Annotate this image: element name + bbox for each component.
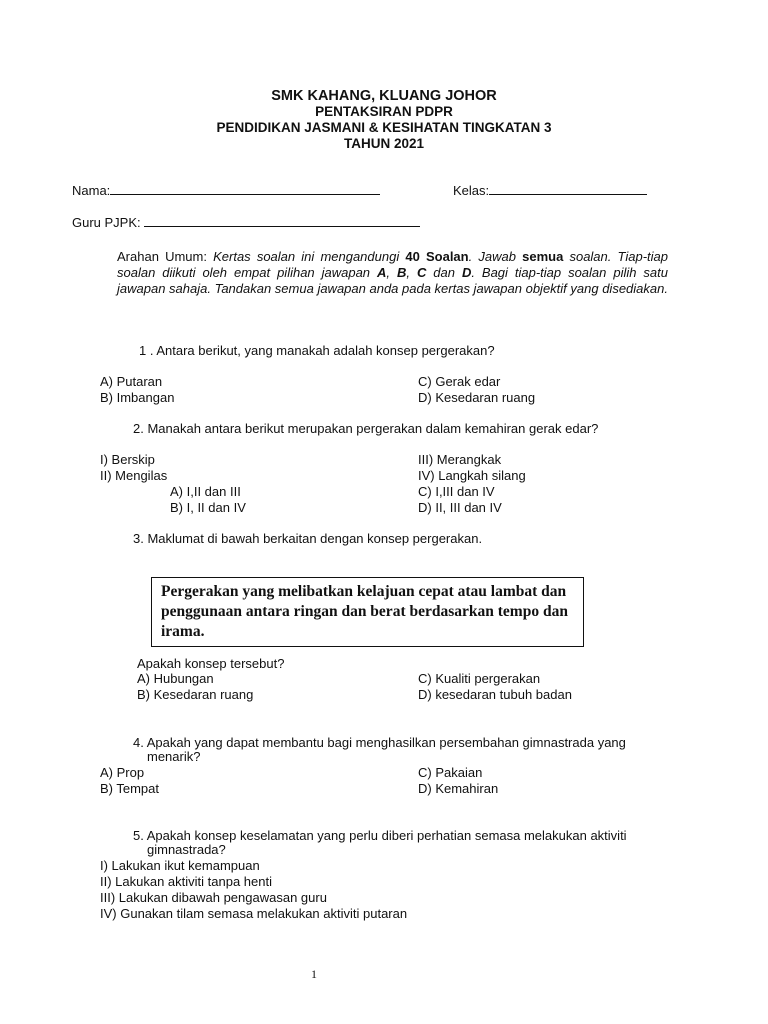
- q5-statement-ii: II) Lakukan aktiviti tanpa henti: [100, 874, 272, 889]
- q2-option-c[interactable]: C) I,III dan IV: [418, 484, 495, 499]
- q4-option-d[interactable]: D) Kemahiran: [418, 781, 499, 796]
- general-instructions: [117, 249, 668, 297]
- instructions-text: Kertas soalan ini mengandungi: [213, 249, 406, 264]
- assessment-title: PENTAKSIRAN PDPR: [315, 104, 453, 119]
- q2-statement-ii: II) Mengilas: [100, 468, 168, 483]
- teacher-blank-line[interactable]: [144, 214, 420, 227]
- q4-option-b[interactable]: B) Tempat: [100, 781, 160, 796]
- question-1: 1 . Antara berikut, yang manakah adalah konsep pergerakan?: [139, 343, 495, 358]
- q1-option-b[interactable]: B) Imbangan: [100, 390, 175, 405]
- q5-statement-iv: IV) Gunakan tilam semasa melakukan aktiviti putaran: [100, 906, 408, 921]
- year-title: TAHUN 2021: [343, 136, 425, 151]
- q3-option-b[interactable]: B) Kesedaran ruang: [137, 687, 254, 702]
- question-2: 2. Manakah antara berikut merupakan pergerakan dalam kemahiran gerak edar?: [133, 421, 599, 436]
- instructions-lead: Arahan Umum:: [117, 249, 214, 264]
- class-label: Kelas:: [453, 183, 490, 198]
- name-blank-line[interactable]: [110, 182, 380, 195]
- q3-option-a[interactable]: A) Hubungan: [137, 671, 214, 686]
- q4-option-a[interactable]: A) Prop: [100, 765, 145, 780]
- instructions-text: soalan. Tiap-tiap soalan diikuti oleh empat pilihan jawapan: [117, 249, 668, 280]
- q2-statement-i: I) Berskip: [100, 452, 155, 467]
- class-blank-line[interactable]: [489, 182, 647, 195]
- question-5-continued: gimnastrada?: [147, 842, 226, 857]
- instructions-bold: D: [461, 265, 472, 280]
- instructions-bold: 40 Soalan: [405, 249, 469, 264]
- instructions-bold: semua: [522, 249, 564, 264]
- q3-info-text: Pergerakan yang melibatkan kelajuan cepat atau lambat dan penggunaan antara ringan dan berat berdasarkan tempo dan irama.: [161, 583, 568, 640]
- instructions-bold: B: [396, 265, 407, 280]
- q3-prompt: Apakah konsep tersebut?: [137, 656, 285, 671]
- q2-option-a[interactable]: A) I,II dan III: [170, 484, 241, 499]
- question-4-continued: menarik?: [147, 749, 201, 764]
- q3-option-c[interactable]: C) Kualiti pergerakan: [418, 671, 541, 686]
- q1-option-c[interactable]: C) Gerak edar: [418, 374, 501, 389]
- name-field: [72, 182, 380, 199]
- q2-option-b[interactable]: B) I, II dan IV: [170, 500, 246, 515]
- page-number: 1: [311, 967, 317, 981]
- question-3: 3. Maklumat di bawah berkaitan dengan konsep pergerakan.: [133, 531, 483, 546]
- instructions-text: ,: [406, 265, 417, 280]
- q5-statement-i: I) Lakukan ikut kemampuan: [100, 858, 260, 873]
- instructions-text: dan: [426, 265, 462, 280]
- instructions-text: . Jawab: [468, 249, 523, 264]
- q2-statement-iv: IV) Langkah silang: [418, 468, 526, 483]
- instructions-bold: C: [416, 265, 427, 280]
- q1-option-a[interactable]: A) Putaran: [100, 374, 163, 389]
- teacher-field: [72, 214, 420, 231]
- instructions-bold: A: [377, 265, 387, 280]
- q3-info-box: [151, 577, 584, 647]
- question-5: 5. Apakah konsep keselamatan yang perlu diberi perhatian semasa melakukan aktiviti: [133, 828, 627, 843]
- q5-statement-iii: III) Lakukan dibawah pengawasan guru: [100, 890, 327, 905]
- instructions-text: . Bagi tiap-tiap soalan pilih satu jawapan sahaja. Tandakan semua jawapan anda pada kertas jawapan objektif yang disediakan.: [117, 265, 668, 296]
- q4-option-c[interactable]: C) Pakaian: [418, 765, 483, 780]
- q2-statement-iii: III) Merangkak: [418, 452, 502, 467]
- question-4: 4. Apakah yang dapat membantu bagi menghasilkan persembahan gimnastrada yang: [133, 735, 626, 750]
- name-label: Nama:: [72, 183, 111, 198]
- school-name: SMK KAHANG, KLUANG JOHOR: [271, 88, 497, 104]
- class-field: [453, 182, 647, 199]
- q2-option-d[interactable]: D) II, III dan IV: [418, 500, 502, 515]
- q1-option-d[interactable]: D) Kesedaran ruang: [418, 390, 536, 405]
- instructions-text: ,: [386, 265, 397, 280]
- teacher-label: Guru PJPK:: [72, 215, 141, 230]
- q3-option-d[interactable]: D) kesedaran tubuh badan: [418, 687, 572, 702]
- subject-title: PENDIDIKAN JASMANI & KESIHATAN TINGKATAN 3: [216, 120, 552, 135]
